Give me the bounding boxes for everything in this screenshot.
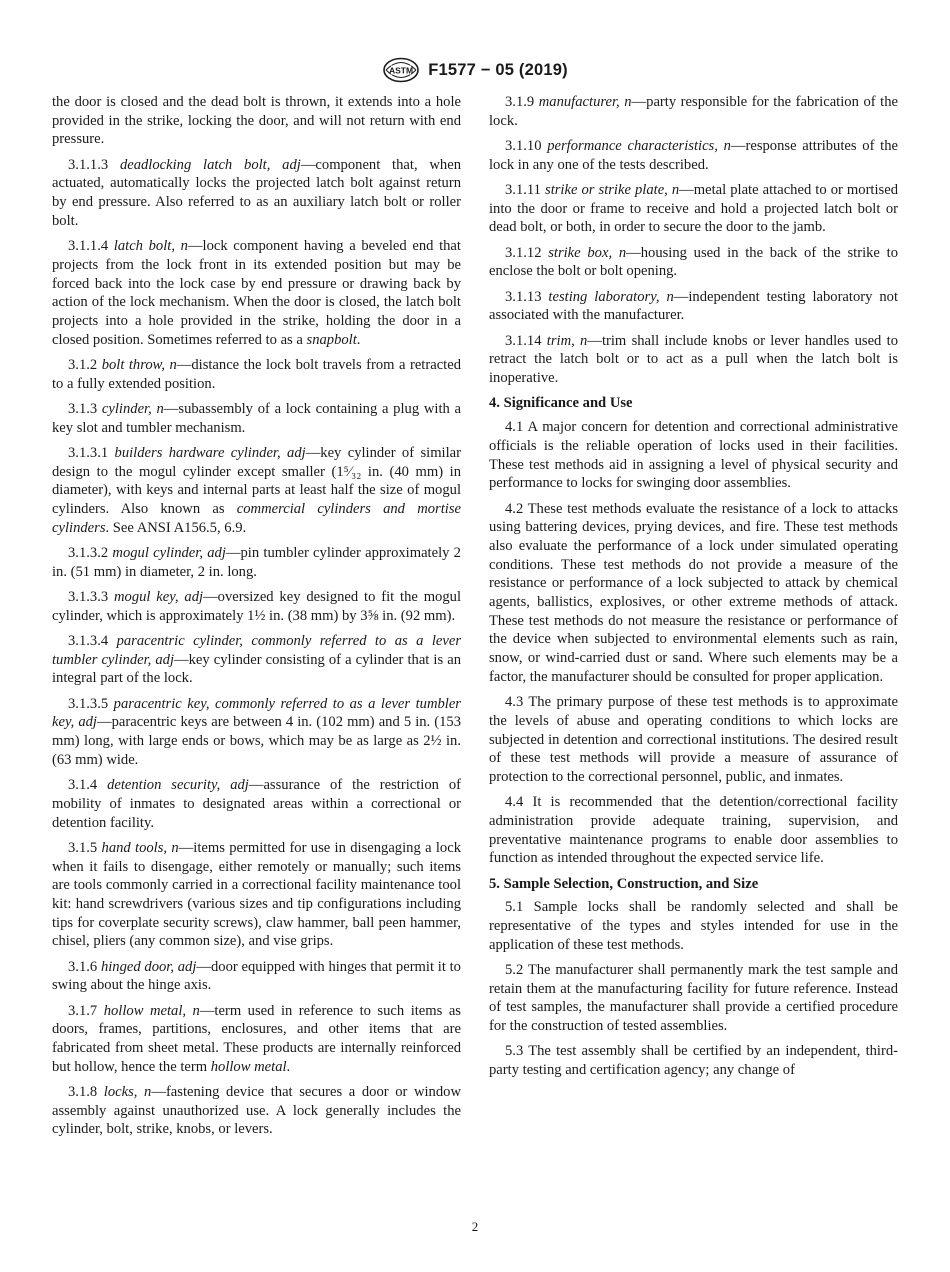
clause-5.1: 5.1 Sample locks shall be randomly selected and shall be representative of the types and styles intended for use in the application of these test methods. <box>489 899 898 953</box>
section-heading-5: 5. Sample Selection, Construction, and Size <box>489 875 759 892</box>
clause-4.1: 4.1 A major concern for detention and correctional administrative officials is the reliable operation of locks used in their facilities. These test methods aid in assigning a level of physical security and performance to locks for swinging door assemblies. <box>489 419 899 492</box>
definition-3.1.13: 3.1.13 testing laboratory, n—independent testing laboratory not associated with the manufacturer. <box>489 288 898 324</box>
definition-3.1.11: 3.1.11 strike or strike plate, n—metal plate attached to or mortised into the door or frame to receive and hold a projected latch bolt or dead bolt, or both, in order to secure the door to the jamb. <box>489 182 898 236</box>
definition-3.1.7: 3.1.7 hollow metal, n—term used in reference to such items as doors, frames, partitions, enclosures, and other items that are fabricated from sheet metal. These products are internally reinforced but hollow, hence the term hollow metal. <box>52 1002 461 1075</box>
definition-3.1.10: 3.1.10 performance characteristics, n—response attributes of the lock in any one of the tests described. <box>489 138 898 173</box>
definition-3.1.5: 3.1.5 hand tools, n—items permitted for use in disengaging a lock when it fails to disengage, either remotely or manually; such items are tools commonly carried in a correctional facility maintenance tool kit: hand screwdrivers (various sizes and tip configurations including tips for coverplate security screws), claw hammer, ball peen hammer, chisel, pliers (any common size), and vise grips. <box>52 839 461 950</box>
definition-3.1.3.1: 3.1.3.1 builders hardware cylinder, adj—key cylinder of similar design to the mogul cylinder except smaller (1⁵⁄₃₂ in. (40 mm) in diameter), with keys and internal parts at least half the size of mogul cylinders. Also known as commercial cylinders and mortise cylinders. See ANSI A156.5, 6.9. <box>52 444 461 536</box>
svg-text:ASTM: ASTM <box>389 65 414 76</box>
definition-3.1.1.3: 3.1.1.3 deadlocking latch bolt, adj—component that, when actuated, automatically locks the projected latch bolt against return by end pressure. Also referred to as an auxiliary latch bolt or roller bolt. <box>52 156 461 229</box>
definition-3.1.1.4: 3.1.1.4 latch bolt, n—lock component having a beveled end that projects from the lock front in its extended position but may be forced back into the lock case by end pressure or drawing back by action of the lock mechanism. When the door is closed, the latch bolt projects into a hole provided in the strike, holding the door in a closed position. Sometimes referred to as a snapbolt. <box>52 238 461 348</box>
left-column <box>52 93 461 1146</box>
clause-5.2: 5.2 The manufacturer shall permanently mark the test sample and retain them at the manufacturing facility for future reference. Instead of test samples, the manufacturer shall provide a certified procedure for the construction of tested assemblies. <box>489 962 898 1035</box>
clause-5.3: 5.3 The test assembly shall be certified by an independent, third-party testing and certification agency; any change of <box>489 1043 898 1079</box>
clause-4.3: 4.3 The primary purpose of these test methods is to approximate the levels of abuse and operating conditions to which locks are subjected in detention and correctional institutions. The desired result of these test methods will provide a measure of assurance of protection to the correctional personnel, public, and inmates. <box>489 694 898 785</box>
definition-3.1.8: 3.1.8 locks, n—fastening device that secures a door or window assembly against unauthorized use. A lock generally includes the cylinder, bolt, strike, knobs, or levers. <box>52 1084 461 1138</box>
definition-3.1.6: 3.1.6 hinged door, adj—door equipped with hinges that permit it to swing about the hinge axis. <box>52 958 461 994</box>
right-column <box>489 93 898 1086</box>
definition-3.1.3: 3.1.3 cylinder, n—subassembly of a lock containing a plug with a key slot and tumbler mechanism. <box>52 400 461 436</box>
paragraph-continued: the door is closed and the dead bolt is thrown, it extends into a hole provided in the strike, locking the door, and will not return with end pressure. <box>52 94 461 148</box>
definition-3.1.12: 3.1.12 strike box, n—housing used in the back of the strike to enclose the bolt or bolt opening. <box>489 244 898 280</box>
document-designation: F1577 − 05 (2019) <box>428 60 568 79</box>
definition-3.1.14: 3.1.14 trim, n—trim shall include knobs or lever handles used to retract the latch bolt or to act as a pull when the latch bolt is inoperative. <box>489 332 898 387</box>
definition-3.1.3.5: 3.1.3.5 paracentric key, commonly referred to as a lever tumbler key, adj—paracentric keys are between 4 in. (102 mm) and 5 in. (153 mm) long, with large ends or bows, which may be as large as 2½ in. (63 mm) wide. <box>52 695 462 768</box>
definition-3.1.3.4: 3.1.3.4 paracentric cylinder, commonly referred to as a lever tumbler cylinder, adj—key cylinder consisting of a cylinder that is an integral part of the lock. <box>52 633 461 687</box>
astm-logo-icon <box>382 57 420 83</box>
section-heading-4: 4. Significance and Use <box>489 395 633 412</box>
clause-4.2: 4.2 These test methods evaluate the resistance of a lock to attacks using battering devices, prying devices, and fire. These test methods also evaluate the performance of a lock under simulated operating conditions. These test methods do not provide a measure of the resistance or performance of a lock subjected to attack by chemical agents, ballistics, explosives, or other extreme methods of attack. These test methods do not measure the resistance or performance of the device when subjected to environmental elements such as rain, snow, or wind-carried dust or sand. Where such elements may be a factor, the manufacturer should be consulted for proper application. <box>489 500 898 685</box>
page-header <box>0 56 950 84</box>
definition-3.1.4: 3.1.4 detention security, adj—assurance of the restriction of mobility of inmates to designated areas within a correctional or detention facility. <box>52 777 461 831</box>
definition-3.1.3.2: 3.1.3.2 mogul cylinder, adj—pin tumbler cylinder approximately 2 in. (51 mm) in diameter, 2 in. long. <box>52 545 461 580</box>
page-number: 2 <box>471 1219 479 1234</box>
clause-4.4: 4.4 It is recommended that the detention/correctional facility administration provide adequate training, supervision, and preventative maintenance programs to enable door assemblies to function as intended throughout the expected service life. <box>489 794 898 867</box>
definition-3.1.9: 3.1.9 manufacturer, n—party responsible for the fabrication of the lock. <box>489 94 898 129</box>
definition-3.1.2: 3.1.2 bolt throw, n—distance the lock bolt travels from a retracted to a fully extended position. <box>52 356 461 392</box>
definition-3.1.3.3: 3.1.3.3 mogul key, adj—oversized key designed to fit the mogul cylinder, which is approximately 1½ in. (38 mm) by 3⅝ in. (92 mm). <box>52 589 461 624</box>
